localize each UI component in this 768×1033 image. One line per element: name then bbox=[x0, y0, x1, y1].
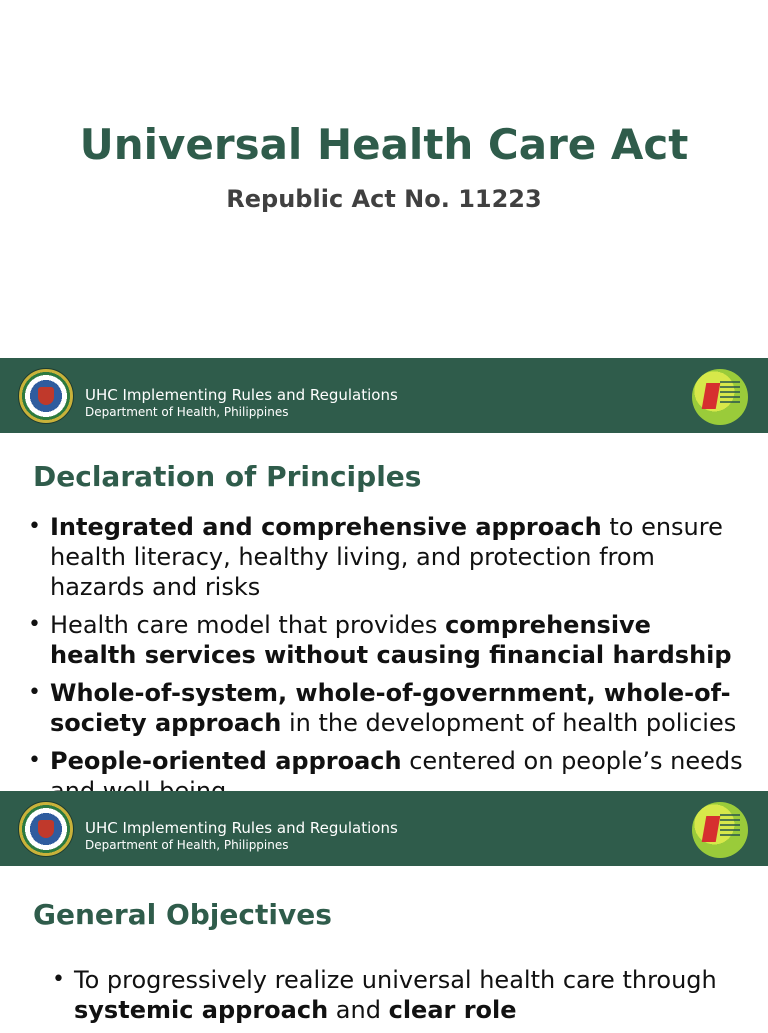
bullet-bold-text: systemic approach bbox=[74, 996, 329, 1024]
bullet-text: and bbox=[328, 996, 389, 1024]
bullet-bold-text: clear role bbox=[388, 996, 517, 1024]
bullet-text: centered on people’s needs bbox=[409, 747, 743, 775]
objectives-list bbox=[52, 965, 742, 1033]
banner-title: UHC Implementing Rules and Regulations bbox=[85, 386, 398, 404]
list-item bbox=[28, 610, 743, 670]
uhc-logo-icon bbox=[692, 369, 748, 425]
list-item bbox=[28, 678, 743, 738]
bullet-text: To progressively realize universal health care through bbox=[74, 966, 717, 994]
banner-subtitle: Department of Health, Philippines bbox=[85, 838, 289, 852]
bullet-bold-text: People-oriented approach bbox=[50, 747, 402, 775]
bullet-bold-text: comprehensive health services without causing financial hardship bbox=[50, 611, 732, 669]
objectives-heading: General Objectives bbox=[33, 898, 332, 931]
bullet-bold-text: Integrated and comprehensive approach bbox=[50, 513, 602, 541]
list-item bbox=[28, 512, 743, 602]
presentation-title: Universal Health Care Act bbox=[79, 120, 689, 169]
bullet-text: in the development of health policies bbox=[281, 709, 737, 737]
bullet-text: to ensure health literacy, healthy living, and protection from hazards and risks bbox=[50, 513, 723, 601]
bullet-text: Health care model that provides bbox=[50, 611, 446, 639]
presentation-subtitle: Republic Act No. 11223 bbox=[226, 185, 542, 213]
banner-subtitle: Department of Health, Philippines bbox=[85, 405, 289, 419]
banner-title: UHC Implementing Rules and Regulations bbox=[85, 819, 398, 837]
doh-seal-icon bbox=[18, 801, 74, 857]
list-item bbox=[52, 965, 742, 1025]
doh-seal-icon bbox=[18, 368, 74, 424]
bullet-bold-text: Whole-of-system, whole-of-government, whole-of-society approach bbox=[50, 679, 731, 737]
principles-list bbox=[28, 512, 743, 814]
principles-heading: Declaration of Principles bbox=[33, 460, 422, 493]
uhc-logo-icon bbox=[692, 802, 748, 858]
footer-banner bbox=[0, 791, 768, 866]
footer-banner bbox=[0, 358, 768, 433]
